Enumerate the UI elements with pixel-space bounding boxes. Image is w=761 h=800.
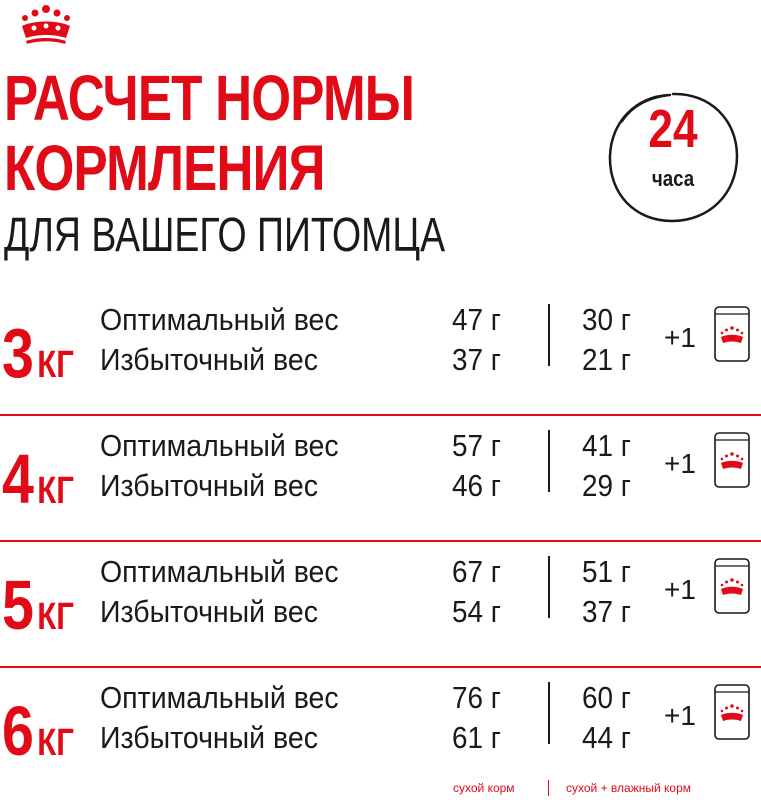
weight-unit: КГ xyxy=(37,344,74,386)
overweight-label: Избыточный вес xyxy=(100,468,318,503)
badge-number: 24 xyxy=(648,99,698,159)
optimal-dry-amount: 57 г xyxy=(452,428,501,463)
overweight-label: Избыточный вес xyxy=(100,720,318,755)
optimal-mixed-amount: 51 г xyxy=(582,554,631,589)
wet-food-pouch-icon xyxy=(714,306,750,362)
badge-unit: часа xyxy=(651,166,695,191)
title-line-1: РАСЧЕТ НОРМЫ xyxy=(4,62,415,134)
optimal-weight-label: Оптимальный вес xyxy=(100,680,339,715)
overweight-label: Избыточный вес xyxy=(100,342,318,377)
page-subtitle: ДЛЯ ВАШЕГО ПИТОМЦА xyxy=(4,209,446,262)
overweight-label: Избыточный вес xyxy=(100,594,318,629)
weight-unit: КГ xyxy=(37,722,74,764)
weight-label xyxy=(2,440,74,518)
optimal-dry-amount: 67 г xyxy=(452,554,501,589)
overweight-mixed-amount: 37 г xyxy=(582,594,631,629)
footer-mixed-label: сухой + влажный корм xyxy=(566,781,691,795)
optimal-weight-label: Оптимальный вес xyxy=(100,554,339,589)
weight-number: 5 xyxy=(2,566,34,644)
wet-food-pouch-icon xyxy=(714,684,750,740)
overweight-dry-amount: 61 г xyxy=(452,720,501,755)
daily-badge xyxy=(606,90,740,224)
table-row xyxy=(0,542,761,668)
plus-pouch-label: +1 xyxy=(664,448,696,479)
weight-label xyxy=(2,314,74,392)
optimal-weight-label: Оптимальный вес xyxy=(100,302,339,337)
weight-unit: КГ xyxy=(37,470,74,512)
feeding-table xyxy=(0,290,761,794)
optimal-mixed-amount: 41 г xyxy=(582,428,631,463)
optimal-dry-amount: 47 г xyxy=(452,302,501,337)
plus-pouch-label: +1 xyxy=(664,574,696,605)
overweight-dry-amount: 46 г xyxy=(452,468,501,503)
optimal-mixed-amount: 30 г xyxy=(582,302,631,337)
plus-pouch-label: +1 xyxy=(664,322,696,353)
column-divider xyxy=(548,304,550,366)
weight-label xyxy=(2,566,74,644)
table-row xyxy=(0,290,761,416)
overweight-dry-amount: 37 г xyxy=(452,342,501,377)
column-divider xyxy=(548,556,550,618)
overweight-dry-amount: 54 г xyxy=(452,594,501,629)
wet-food-pouch-icon xyxy=(714,432,750,488)
footer-divider xyxy=(548,780,549,796)
overweight-mixed-amount: 44 г xyxy=(582,720,631,755)
weight-label xyxy=(2,692,74,770)
weight-number: 4 xyxy=(2,440,34,518)
column-divider xyxy=(548,682,550,744)
table-row xyxy=(0,416,761,542)
plus-pouch-label: +1 xyxy=(664,700,696,731)
footer-dry-label: сухой корм xyxy=(453,781,515,795)
optimal-weight-label: Оптимальный вес xyxy=(100,428,339,463)
wet-food-pouch-icon xyxy=(714,558,750,614)
crown-logo-icon xyxy=(14,4,78,48)
weight-number: 3 xyxy=(2,314,34,392)
weight-number: 6 xyxy=(2,692,34,770)
page-title xyxy=(4,62,569,262)
overweight-mixed-amount: 29 г xyxy=(582,468,631,503)
title-line-2: КОРМЛЕНИЯ xyxy=(4,132,325,204)
table-row xyxy=(0,668,761,794)
column-divider xyxy=(548,430,550,492)
overweight-mixed-amount: 21 г xyxy=(582,342,631,377)
weight-unit: КГ xyxy=(37,596,74,638)
optimal-dry-amount: 76 г xyxy=(452,680,501,715)
optimal-mixed-amount: 60 г xyxy=(582,680,631,715)
